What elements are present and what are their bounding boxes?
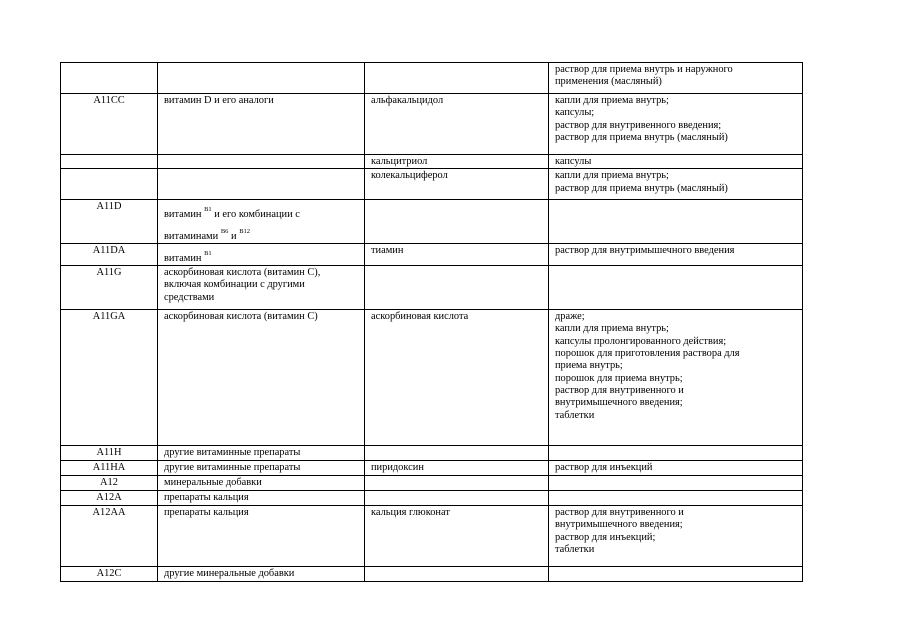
dosage-forms [549,461,803,476]
dosage-form: капли для приема внутрь; [555,95,669,106]
vitamin-subscript: B1 [204,206,212,214]
atc-code: A11HA [61,461,158,476]
dosage-form: раствор для внутривенного и [555,384,684,396]
dosage-form: капли для приема внутрь; [555,170,669,182]
dosage-form: раствор для внутривенного и [555,507,684,519]
table-row [61,243,803,265]
table-row [61,506,803,567]
group-name: минеральные добавки [158,476,365,491]
atc-code: A11DA [61,243,158,265]
table-row [61,200,803,244]
dosage-forms [549,567,803,582]
drug-name: тиамин [365,243,549,265]
dosage-forms [549,243,803,265]
group-name: витамин D и его аналоги [158,94,365,155]
group-name: другие витаминные препараты [158,461,365,476]
group-name [158,243,365,265]
dosage-form: приема внутрь; [555,360,623,372]
drug-name: аскорбиновая кислота [365,310,549,446]
group-name: препараты кальция [158,491,365,506]
group-name [158,266,365,310]
group-text: включая комбинации с другими [164,279,305,291]
dosage-forms [549,446,803,461]
group-text: витаминами [164,230,219,242]
atc-code [61,63,158,94]
atc-code: A12AA [61,506,158,567]
dosage-form: раствор для инъекций; [555,531,656,543]
dosage-form: таблетки [555,544,595,556]
table-row [61,310,803,446]
dosage-form: капли для приема внутрь; [555,323,669,335]
dosage-forms [549,266,803,310]
atc-code [61,155,158,169]
table-row [61,446,803,461]
vitamin-subscript: B6 [220,227,229,235]
atc-code: A11CC [61,94,158,155]
group-name: другие минеральные добавки [158,567,365,582]
drug-name [365,476,549,491]
dosage-form: раствор для внутримышечного введения [555,244,735,256]
dosage-form: капсулы пролонгированного действия; [555,335,727,347]
drug-name [365,567,549,582]
drug-name: кальция глюконат [365,506,549,567]
atc-code: A11G [61,266,158,310]
group-text: витамин [164,209,202,221]
table-row [61,169,803,200]
atc-code [61,169,158,200]
dosage-form: порошок для приема внутрь; [555,372,683,384]
atc-code: A11H [61,446,158,461]
dosage-form: раствор для приема внутрь (масляный) [555,131,728,143]
drug-name [365,266,549,310]
dosage-forms [549,491,803,506]
dosage-form: драже; [555,311,585,323]
dosage-form: внутримышечного введения; [555,397,683,409]
dosage-forms [549,155,803,169]
vitamin-subscript: B1 [204,249,212,257]
drug-name: альфакальцидол [365,94,549,155]
dosage-forms [549,200,803,244]
group-name [158,63,365,94]
group-name: другие витаминные препараты [158,446,365,461]
drug-name [365,491,549,506]
table-row [61,567,803,582]
dosage-form: раствор для инъекций [555,462,653,474]
group-text: и его комбинации с [214,209,300,221]
atc-code: A12 [61,476,158,491]
drug-name [365,63,549,94]
dosage-form: раствор для приема внутрь и наружного [555,64,733,75]
atc-code: A11GA [61,310,158,446]
atc-code: A12C [61,567,158,582]
group-name: аскорбиновая кислота (витамин С) [158,310,365,446]
dosage-form: капсулы; [555,107,595,119]
drug-name [365,200,549,244]
dosage-form: применения (масляный) [555,76,662,88]
table-row [61,461,803,476]
dosage-forms [549,63,803,94]
group-text: средствами [164,291,215,303]
dosage-forms [549,94,803,155]
dosage-form: порошок для приготовления раствора для [555,348,740,360]
table-row [61,63,803,94]
drug-name: пиридоксин [365,461,549,476]
dosage-form: раствор для приема внутрь (масляный) [555,182,728,194]
dosage-forms [549,169,803,200]
group-name [158,155,365,169]
dosage-forms [549,476,803,491]
dosage-form: раствор для внутривенного введения; [555,119,722,131]
group-text: аскорбиновая кислота (витамин С), [164,267,321,279]
vitamin-subscript: B12 [239,227,251,235]
table-row [61,266,803,310]
atc-code: A12A [61,491,158,506]
group-name [158,169,365,200]
atc-code: A11D [61,200,158,244]
dosage-forms [549,310,803,446]
drug-name: кальцитриол [365,155,549,169]
dosage-form: таблетки [555,409,595,421]
group-text: и [231,230,237,242]
group-name [158,200,365,244]
dosage-forms [549,506,803,567]
drug-name [365,446,549,461]
group-name: препараты кальция [158,506,365,567]
table-row [61,155,803,169]
table-row [61,476,803,491]
drug-table [60,62,803,582]
table-row [61,491,803,506]
dosage-form: капсулы [555,156,592,167]
drug-name: колекальциферол [365,169,549,200]
table-row [61,94,803,155]
dosage-form: внутримышечного введения; [555,519,683,531]
group-text: витамин [164,252,202,264]
